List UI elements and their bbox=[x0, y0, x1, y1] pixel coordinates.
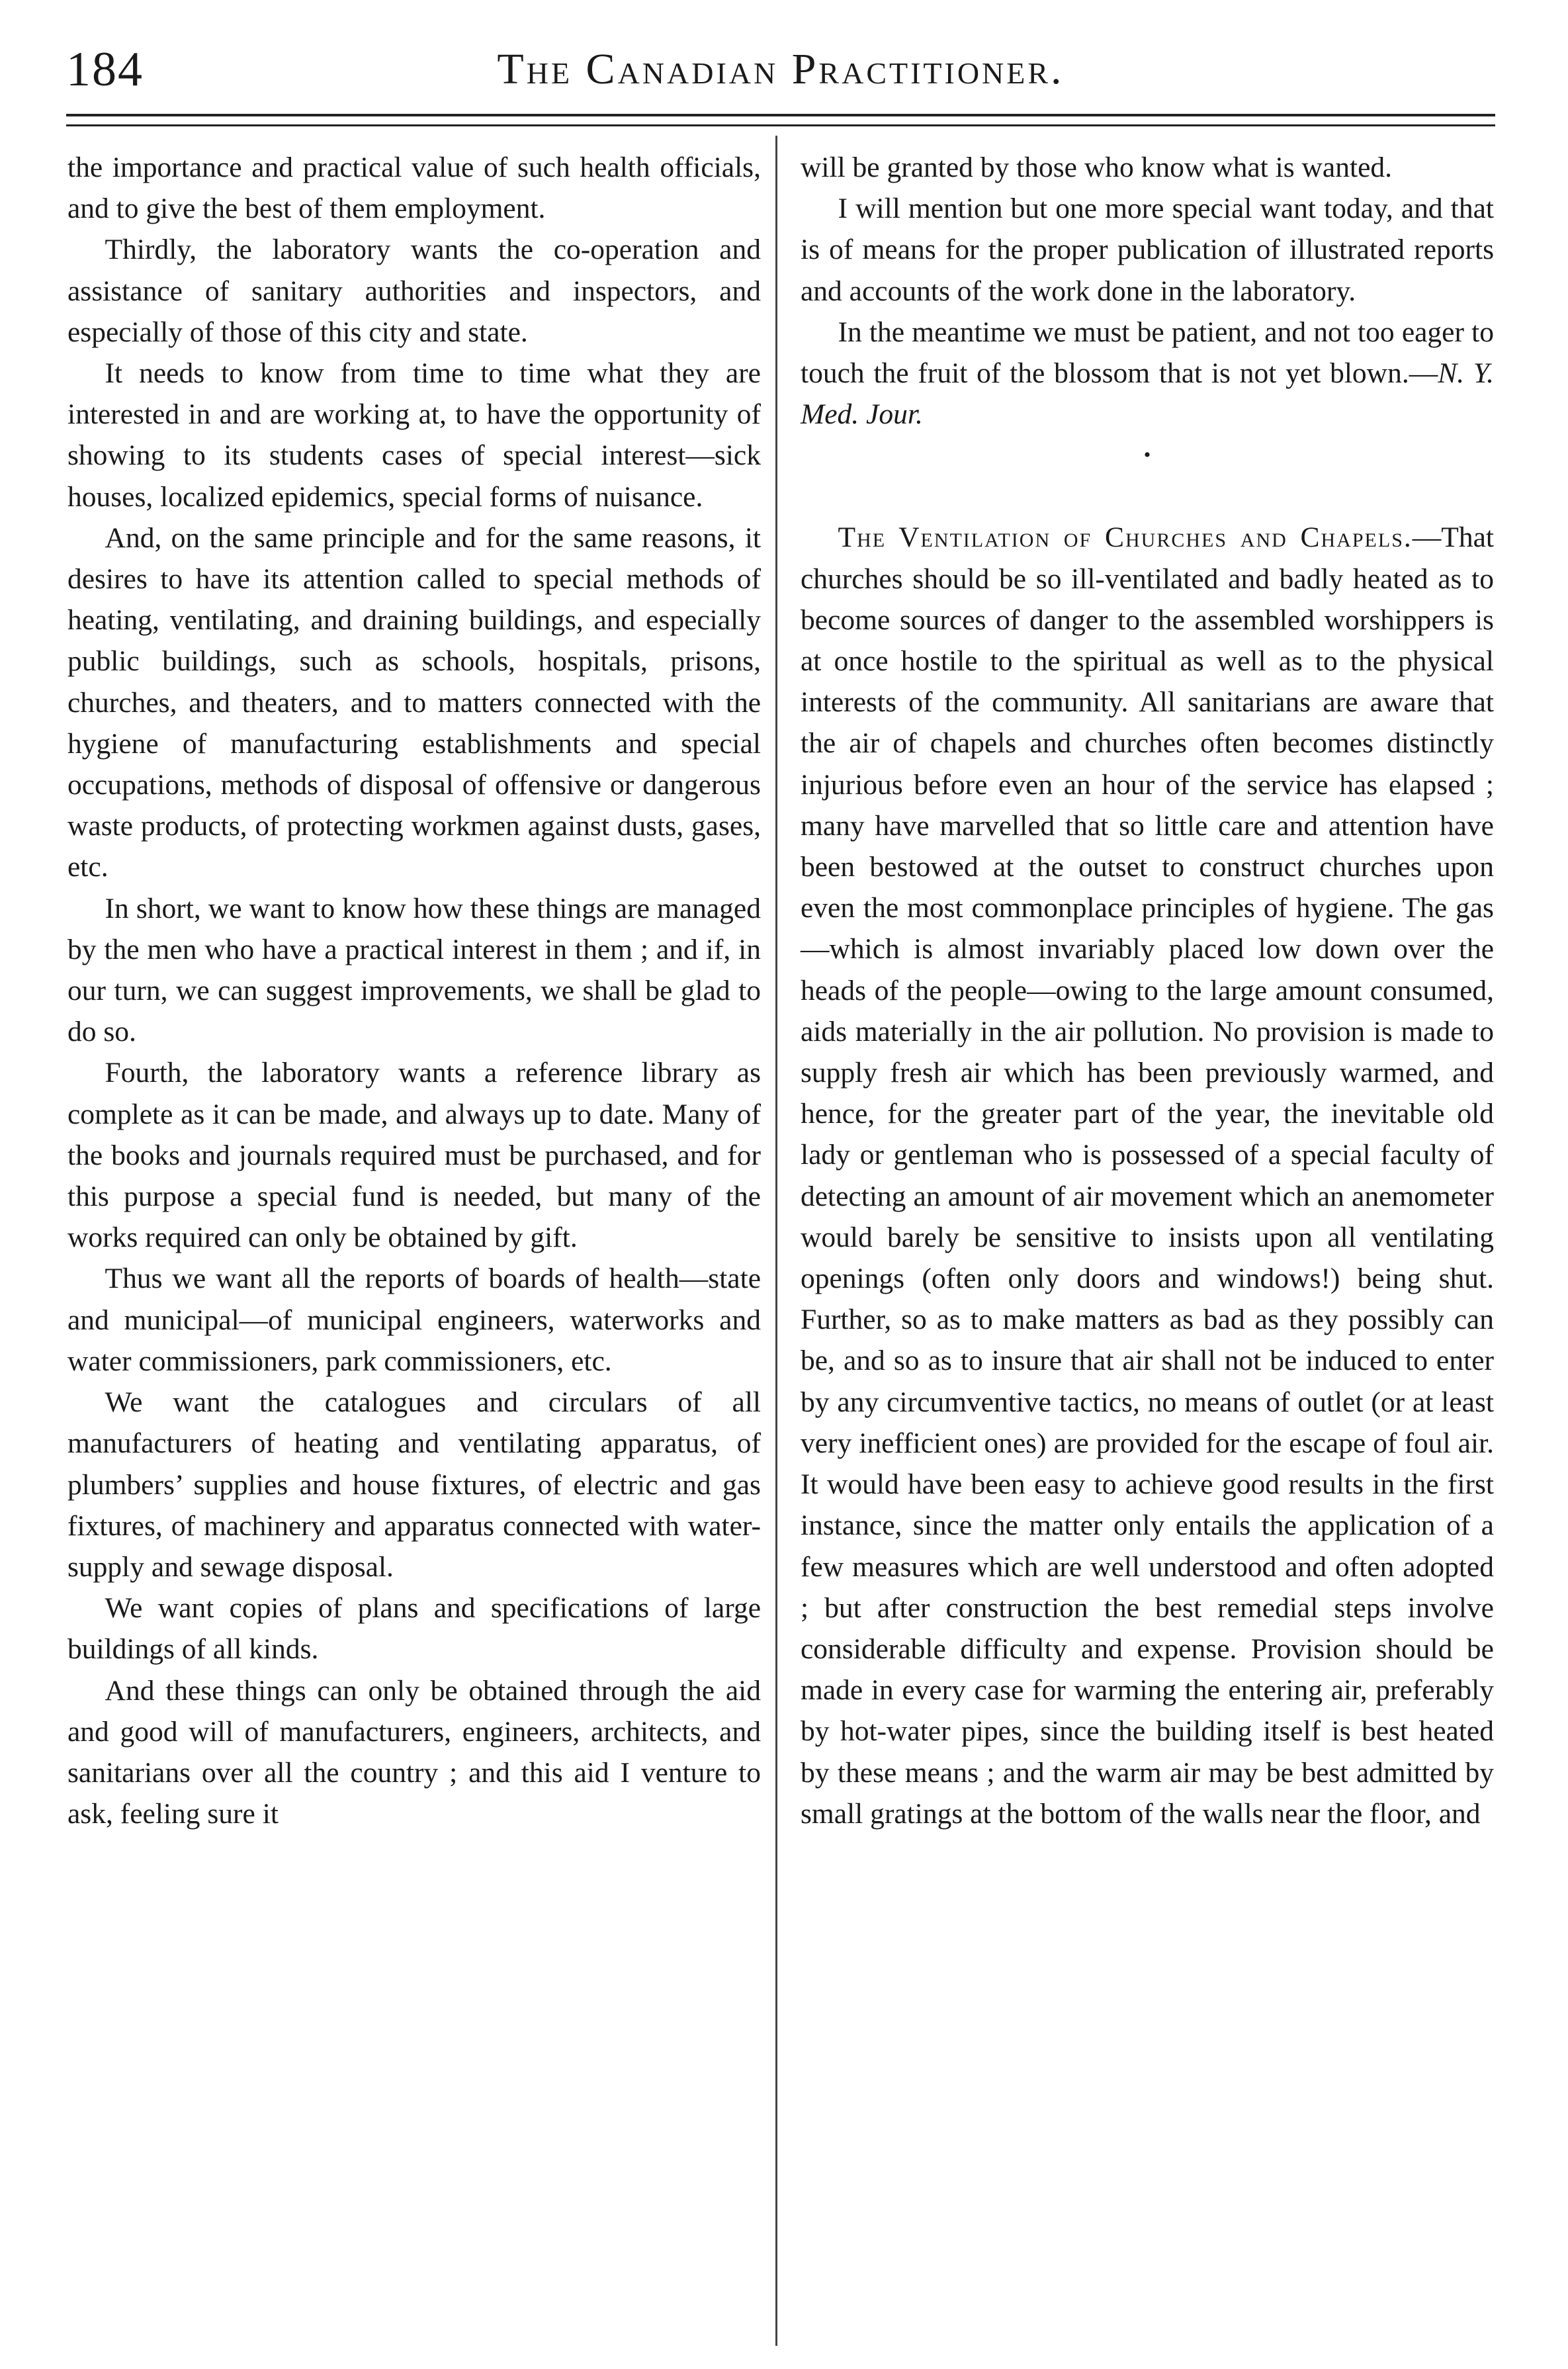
right-column bbox=[801, 147, 1494, 1834]
paragraph: I will mention but one more special want today, and that is of means for the proper publication of illustrated reports and accounts of the work done in the laboratory. bbox=[801, 193, 1494, 307]
paragraph-with-citation bbox=[801, 312, 1494, 435]
paragraph: will be granted by those who know what is wanted. bbox=[801, 152, 1393, 183]
paragraph: We want copies of plans and specifications of large buildings of all kinds. bbox=[67, 1592, 761, 1666]
paragraph: We want the catalogues and circulars of all manufacturers of heating and ventilating apparatus, of plumbers’ supplies and house fixtures, of electric and gas fixtures, of machinery and apparatus connected with water-supply and sewage disposal. bbox=[67, 1386, 761, 1583]
paragraph: And these things can only be obtained through the aid and good will of manufacturers, engineers, architects, and sanitarians over all the country ; and this aid I venture to ask, feeling sure it bbox=[67, 1674, 761, 1830]
paragraph: In short, we want to know how these things are managed by the men who have a practical interest in them ; and if, in our turn, we can suggest improvements, we shall be glad to do so. bbox=[67, 892, 761, 1048]
article-title: The Ventilation of Churches and Chapels. bbox=[838, 521, 1413, 554]
column-divider bbox=[775, 136, 777, 2346]
article-body: —That churches should be so ill-ventilated and badly heated as to become sources of danger to the assembled worshippers is at once hostile to the spiritual as well as to the physical interests of the community. All sanitarians are aware that the air of chapels and churches often becomes distinctly injurious before even an hour of the service has elapsed ; many have marvelled that so little care and attention have been bestowed at the outset to construct churches upon even the most commonplace principles of hygiene. The gas—which is almost invariably placed low down over the heads of the people—owing to the large amount consumed, aids materially in the air pollution. No provision is made to supply fresh air which has been previously warmed, and hence, for the greater part of the year, the inevitable old lady or gentleman who is possessed of a special faculty of detecting an amount of air movement which an anemometer would barely be sensitive to insists upon all ventilating openings (often only doors and windows!) being shut. Further, so as to make matters as bad as they possibly can be, and so as to insure that air shall not be induced to enter by any circumventive tactics, no means of outlet (or at least very inefficient ones) are provided for the escape of foul air. It would have been easy to achieve good results in the first instance, since the matter only entails the application of a few measures which are well understood and often adopted ; but after construction the best remedial steps involve considerable difficulty and expense. Provision should be made in every case for warming the entering air, preferably by hot-water pipes, since the building itself is best heated by these means ; and the warm air may be best admitted by small gratings at the bottom of the walls near the floor, and bbox=[801, 521, 1494, 1830]
page-header bbox=[66, 33, 1495, 106]
paragraph-text: In the meantime we must be patient, and not too eager to touch the fruit of the blossom that is not yet blown.— bbox=[801, 316, 1494, 390]
header-rule-top bbox=[66, 114, 1495, 116]
paragraph: Thirdly, the laboratory wants the co-operation and assistance of sanitary authorities and inspectors, and especially of those of this city and state. bbox=[67, 234, 761, 348]
paragraph: Thus we want all the reports of boards of health—state and municipal—of municipal engineers, waterworks and water commissioners, park commissioners, etc. bbox=[67, 1263, 761, 1377]
paragraph: It needs to know from time to time what they are interested in and are working at, to have the opportunity of showing to its students cases of special interest—sick houses, localized epidemics, special forms of nuisance. bbox=[67, 357, 761, 513]
journal-citation: N. Y. Med. Jour. bbox=[801, 357, 1495, 431]
paragraph: Fourth, the laboratory wants a reference library as complete as it can be made, and always up to date. Many of the books and journals required must be purchased, and for this purpose a special fund is needed, but many of the works required can only be obtained by gift. bbox=[67, 1057, 761, 1254]
header-rule-bottom bbox=[66, 124, 1495, 126]
paragraph: And, on the same principle and for the same reasons, it desires to have its attention called to special methods of heating, ventilating, and draining buildings, and especially public buildings, such as schools, hospitals, prisons, churches, and theaters, and to matters connected with the hygiene of manufacturing establishments and special occupations, methods of disposal of offensive or dangerous waste products, of protecting workmen against dusts, gases, etc. bbox=[67, 521, 761, 883]
page-number: 184 bbox=[66, 42, 144, 97]
left-column bbox=[67, 147, 761, 1834]
article-paragraph bbox=[801, 517, 1494, 1834]
section-separator: • bbox=[1143, 444, 1151, 467]
running-title: The Canadian Practitioner. bbox=[497, 45, 1065, 93]
paragraph: the importance and practical value of such health officials, and to give the best of them employment. bbox=[67, 152, 761, 225]
